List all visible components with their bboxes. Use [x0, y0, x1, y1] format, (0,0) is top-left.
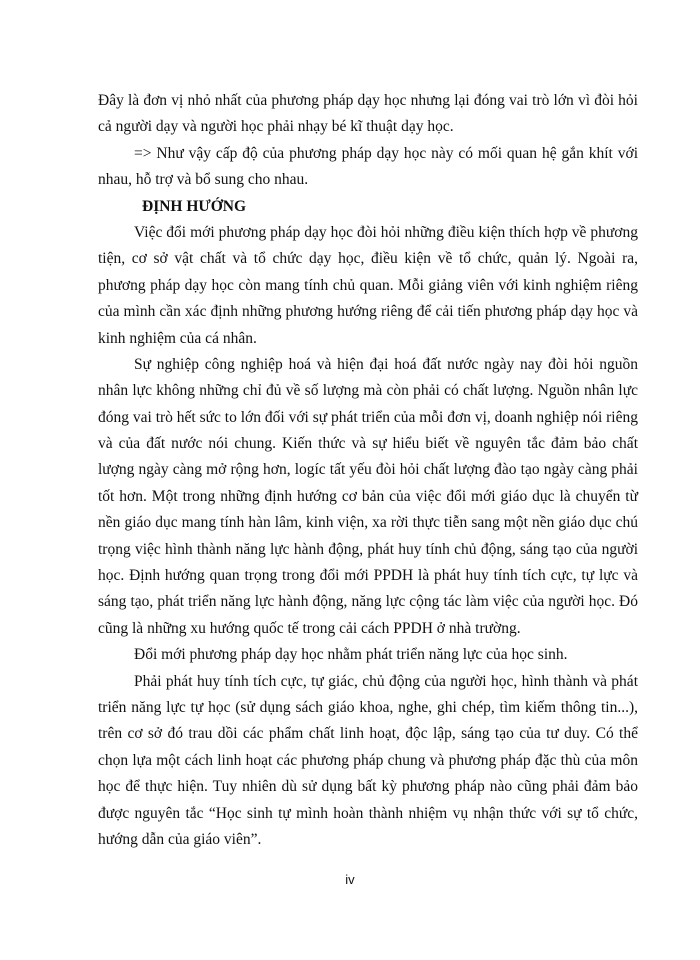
text-line: lượng ngày càng mở rộng hơn, logíc tất yếu đòi hỏi chất lượng đào tạo ngày càng phải: [98, 461, 638, 479]
text-line: phương pháp dạy học còn mang tính chủ quan. Mỗi giảng viên với kinh nghiệm riêng: [98, 276, 638, 294]
text-line: chọn lựa một cách linh hoạt các phương pháp chung và phương pháp đặc thù của môn: [98, 751, 638, 769]
text-line: Sự nghiệp công nghiệp hoá và hiện đại hoá đất nước ngày nay đòi hỏi nguồn: [134, 355, 638, 373]
text-line: học. Định hướng quan trọng trong đổi mới PPDH là phát huy tính tích cực, tự lực và: [98, 567, 638, 585]
text-line: Phải phát huy tính tích cực, tự giác, chủ động của người học, hình thành và phát: [134, 672, 638, 690]
text-line: tiện, cơ sở vật chất và tổ chức dạy học, điều kiện về tổ chức, quản lý. Ngoài ra,: [98, 250, 638, 268]
text-line: học để thực hiện. Tuy nhiên dù sử dụng bất kỳ phương pháp nào cũng phải đảm bảo: [98, 778, 638, 796]
text-line: nền giáo dục mang tính hàn lâm, kinh viện, xa rời thực tiễn sang một nền giáo dục chú: [98, 514, 638, 532]
paragraph: [98, 141, 638, 194]
text-line: trên cơ sở đó trau dồi các phẩm chất linh hoạt, độc lập, sáng tạo của tư duy. Có thể: [98, 725, 638, 743]
text-line: tốt hơn. Một trong những định hướng cơ bản của việc đổi mới giáo dục là chuyển từ: [98, 487, 638, 505]
document-body: [98, 88, 638, 853]
text-line: và của đất nước nói chung. Kiến thức và sự hiểu biết về nguyên tắc đảm bảo chất: [98, 435, 638, 453]
paragraph: [98, 220, 638, 352]
text-line: đóng vai trò hết sức to lớn đối với sự phát triển của mỗi đơn vị, doanh nghiệp nói riêng: [98, 408, 638, 426]
text-line: cả người dạy và người học phải nhạy bé kĩ thuật dạy học.: [98, 118, 454, 136]
text-line: sáng tạo, phát triển năng lực hành động, năng lực cộng tác làm việc của người học. Đó: [98, 593, 638, 611]
paragraph: [98, 642, 638, 668]
text-line: được nguyên tắc “Học sinh tự mình hoàn thành nhiệm vụ nhận thức với sự tổ chức,: [98, 804, 638, 822]
text-line: cũng là những xu hướng quốc tế trong cải cách PPDH ở nhà trường.: [98, 619, 521, 637]
text-line: triển năng lực tự học (sử dụng sách giáo khoa, nghe, ghi chép, tìm kiếm thông tin...),: [98, 698, 638, 716]
text-line: => Như vậy cấp độ của phương pháp dạy học này có mối quan hệ gắn khít với: [134, 144, 638, 162]
section-heading: ĐỊNH HƯỚNG: [142, 197, 247, 215]
text-line: Đây là đơn vị nhỏ nhất của phương pháp dạy học nhưng lại đóng vai trò lớn vì đòi hỏi: [98, 92, 638, 109]
text-line: kinh nghiệm của cá nhân.: [98, 329, 257, 347]
page-number: iv: [345, 872, 355, 887]
paragraph: [98, 88, 638, 141]
text-line: của mình cần xác định những phương hướng riêng để cải tiến phương pháp dạy học và: [98, 303, 638, 321]
text-line: trọng việc hình thành năng lực hành động, phát huy tính chủ động, sáng tạo của người: [98, 540, 638, 558]
text-line: nhân lực không những chỉ đủ về số lượng mà còn phải có chất lượng. Nguồn nhân lực: [98, 382, 638, 400]
text-line: Đổi mới phương pháp dạy học nhằm phát triển năng lực của học sinh.: [134, 646, 568, 664]
text-line: Việc đổi mới phương pháp dạy học đòi hỏi những điều kiện thích hợp về phương: [134, 223, 638, 241]
paragraph: [98, 669, 638, 854]
paragraph: [98, 352, 638, 642]
text-line: nhau, hỗ trợ và bổ sung cho nhau.: [98, 171, 309, 189]
text-line: hướng dẫn của giáo viên”.: [98, 830, 262, 848]
